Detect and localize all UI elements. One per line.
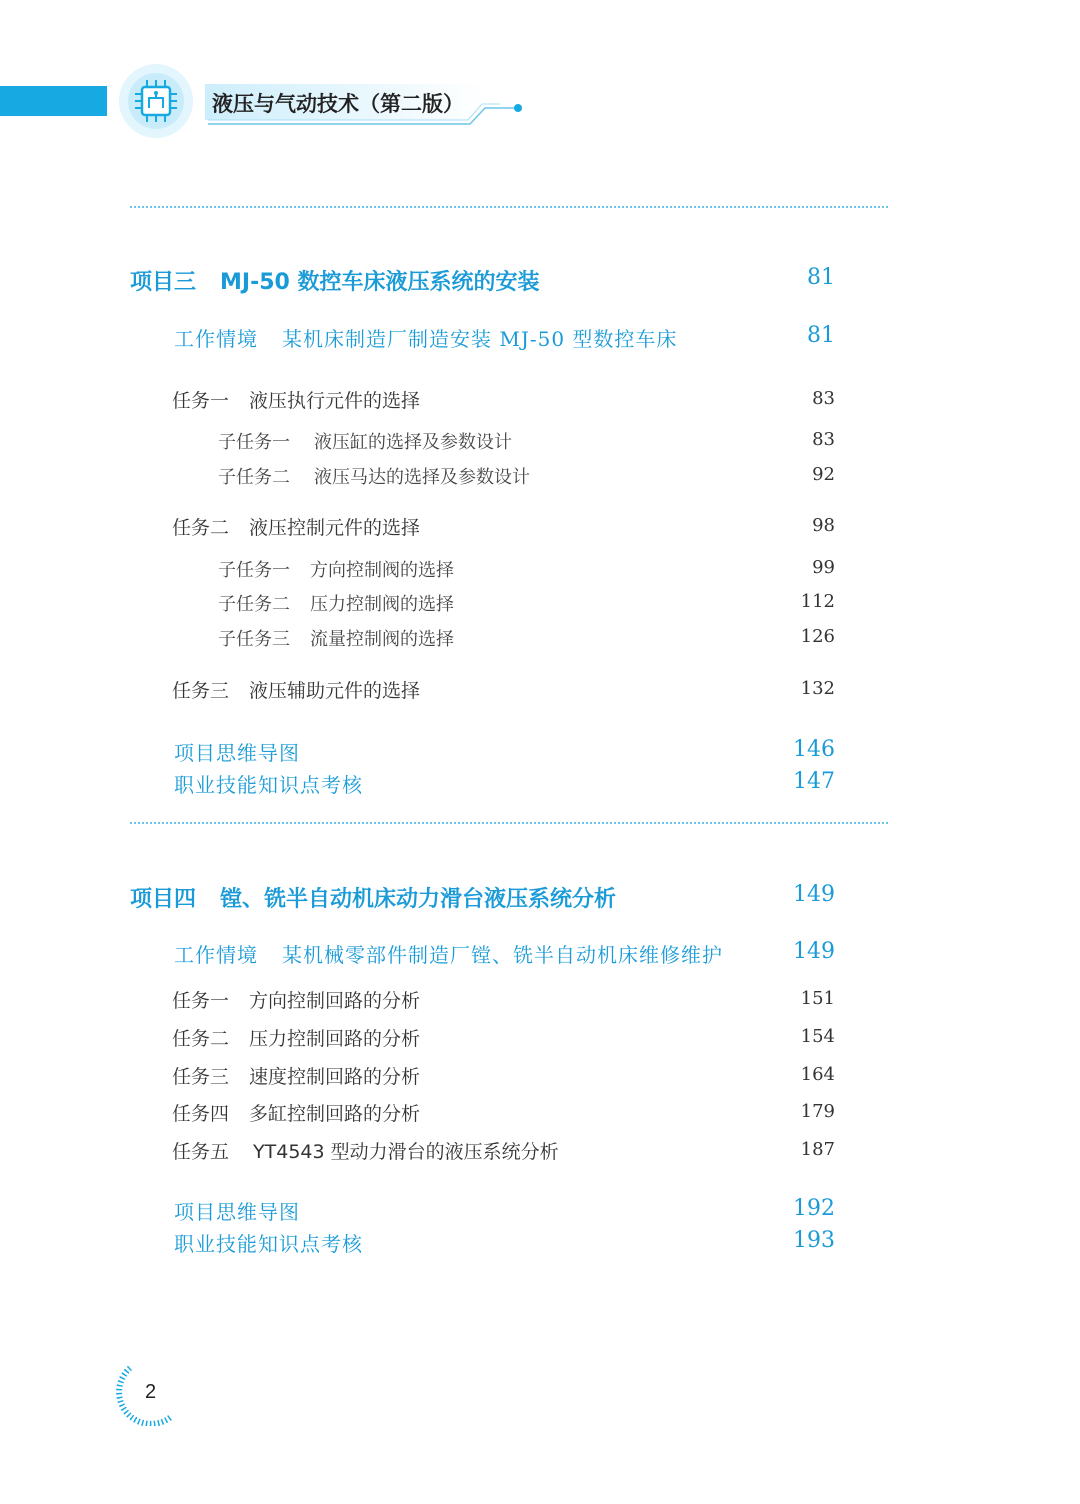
project-title: 镗、铣半自动机床动力滑台液压系统分析: [220, 887, 617, 912]
project4-scenario: [174, 939, 723, 968]
p4-task1: [172, 986, 420, 1013]
project3-page: 81: [807, 265, 835, 290]
task-text: 液压执行元件的选择: [249, 390, 421, 412]
p3-task1-sub1: [218, 428, 512, 454]
p3-task1: [172, 386, 420, 413]
task-label: 任务三: [172, 1066, 230, 1088]
p4-assessment-page: 193: [793, 1228, 835, 1253]
p4-task2: [172, 1024, 420, 1051]
p3-task2-sub2-page: 112: [800, 591, 835, 612]
task-text: YT4543 型动力滑台的液压系统分析: [253, 1141, 559, 1163]
task-label: 任务二: [172, 517, 230, 539]
subtask-text: 液压缸的选择及参数设计: [314, 432, 512, 453]
circuit-chip-icon: [112, 62, 200, 140]
task-text: 方向控制回路的分析: [249, 990, 421, 1012]
p3-task1-sub2-page: 92: [812, 464, 835, 485]
subtask-label: 子任务一: [218, 432, 290, 453]
p3-mindmap-page: 146: [793, 737, 835, 762]
project4-page: 149: [793, 882, 835, 907]
project3-heading: [130, 265, 540, 296]
project-label: 项目三: [130, 270, 197, 295]
project-label: 项目四: [130, 887, 197, 912]
scenario-label: 工作情境: [174, 943, 258, 967]
p4-task3: [172, 1062, 420, 1089]
p3-assessment-page: 147: [793, 769, 835, 794]
subtask-text: 方向控制阀的选择: [310, 560, 454, 581]
p3-task1-page: 83: [812, 388, 835, 409]
subtask-label: 子任务三: [218, 629, 290, 650]
project4-scenario-page: 149: [793, 939, 835, 964]
project-title: MJ-50 数控车床液压系统的安装: [220, 270, 540, 295]
p3-assessment: 职业技能知识点考核: [174, 773, 363, 797]
header-accent-bar: [0, 86, 107, 116]
p3-mindmap: 项目思维导图: [174, 741, 300, 765]
section-divider: [130, 206, 888, 208]
p4-task4: [172, 1099, 420, 1126]
p3-task2-page: 98: [812, 515, 835, 536]
section-divider: [130, 822, 888, 824]
book-title: 液压与气动技术（第二版）: [212, 92, 464, 116]
p3-task3-page: 132: [800, 678, 835, 699]
task-text: 液压辅助元件的选择: [249, 680, 421, 702]
p3-task1-sub2: [218, 463, 530, 489]
task-label: 任务二: [172, 1028, 230, 1050]
task-label: 任务一: [172, 390, 230, 412]
p3-task2-sub3: [218, 625, 454, 651]
p3-task2-sub1-page: 99: [812, 557, 835, 578]
p4-task2-page: 154: [800, 1026, 835, 1047]
p4-task4-page: 179: [800, 1101, 835, 1122]
p4-task3-page: 164: [800, 1064, 835, 1085]
project4-heading: [130, 882, 616, 913]
project3-scenario-page: 81: [807, 323, 835, 348]
subtask-label: 子任务二: [218, 467, 290, 488]
subtask-text: 压力控制阀的选择: [310, 594, 454, 615]
p3-task2-sub1: [218, 556, 454, 582]
p3-task2-sub2: [218, 590, 454, 616]
p3-task2-sub3-page: 126: [800, 626, 835, 647]
task-label: 任务三: [172, 680, 230, 702]
p4-assessment: 职业技能知识点考核: [174, 1232, 363, 1256]
subtask-text: 流量控制阀的选择: [310, 629, 454, 650]
task-label: 任务一: [172, 990, 230, 1012]
task-label: 任务五: [172, 1141, 230, 1163]
task-text: 多缸控制回路的分析: [249, 1103, 421, 1125]
p3-task1-sub1-page: 83: [812, 429, 835, 450]
page-number: 2: [145, 1381, 157, 1403]
task-text: 液压控制元件的选择: [249, 517, 421, 539]
p3-task2: [172, 513, 420, 540]
task-label: 任务四: [172, 1103, 230, 1125]
scenario-text: 某机械零部件制造厂镗、铣半自动机床维修维护: [282, 943, 723, 967]
p3-task3: [172, 676, 420, 703]
subtask-label: 子任务二: [218, 594, 290, 615]
subtask-text: 液压马达的选择及参数设计: [314, 467, 530, 488]
task-text: 压力控制回路的分析: [249, 1028, 421, 1050]
task-text: 速度控制回路的分析: [249, 1066, 421, 1088]
p4-mindmap-page: 192: [793, 1196, 835, 1221]
p4-task5-page: 187: [800, 1139, 835, 1160]
scenario-text: 某机床制造厂制造安装 MJ-50 型数控车床: [282, 327, 678, 351]
p4-mindmap: 项目思维导图: [174, 1200, 300, 1224]
scenario-label: 工作情境: [174, 327, 258, 351]
project3-scenario: [174, 323, 677, 352]
p4-task1-page: 151: [800, 988, 835, 1009]
p4-task5: [172, 1137, 559, 1164]
subtask-label: 子任务一: [218, 560, 290, 581]
